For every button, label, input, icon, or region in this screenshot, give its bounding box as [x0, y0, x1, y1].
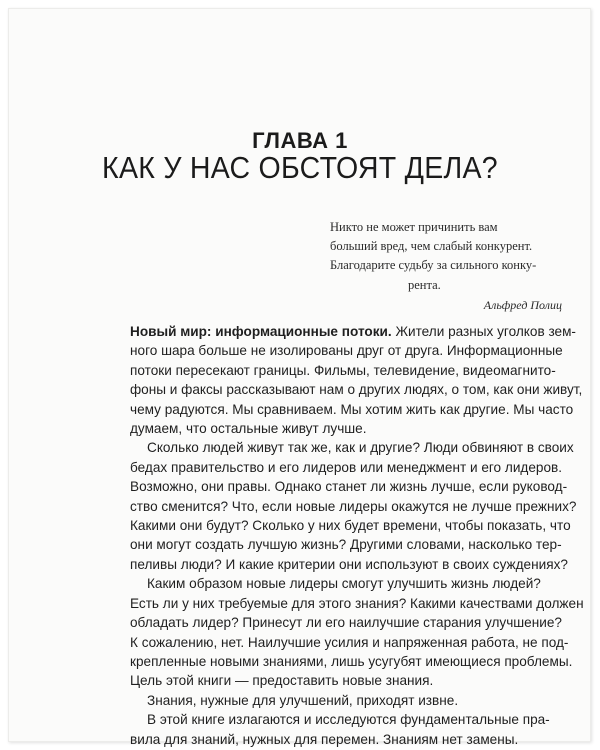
paragraph-line: К сожалению, нет. Наилучшие усилия и напряженная работа, не под- — [130, 634, 569, 650]
paragraph-line — [130, 322, 576, 341]
paragraph-line: фоны и факсы рассказывают нам о других людях, о том, как они живут, — [130, 382, 583, 398]
chapter-title: КАК У НАС ОБСТОЯТ ДЕЛА? — [102, 150, 498, 185]
epigraph-line: Благодарите судьбу за сильного конку- — [330, 258, 537, 273]
paragraph-text: Жители разных уголков зем- — [391, 324, 576, 339]
body-text — [130, 322, 584, 749]
paragraph-line: Сколько людей живут так же, как и другие? Люди обвиняют в своих — [147, 440, 574, 456]
chapter-number: ГЛАВА 1 — [252, 128, 348, 153]
paragraph-line: обладать лидер? Принесут ли его наилучшие старания улучшение? — [130, 615, 562, 631]
paragraph-line: Возможно, они правы. Однако станет ли жизнь лучше, если руковод- — [130, 479, 568, 495]
paragraph-line: пеливы люди? И какие критерии они используют в своих суждениях? — [130, 556, 568, 572]
paragraph-line: ство сменится? Что, если новые лидеры окажутся не лучше прежних? — [130, 498, 577, 514]
epigraph-line: Никто не может причинить вам — [330, 220, 498, 234]
paragraph-line: вила для знаний, нужных для перемен. Знаниям нет замены. — [130, 731, 519, 747]
paragraph-line: Какими они будут? Сколько у них будет времени, чтобы показать, что — [130, 518, 571, 534]
paragraph-line: чему радуются. Мы сравниваем. Мы хотим жить как другие. Мы часто — [130, 401, 574, 417]
paragraph-line: они могут создать лучшую жизнь? Другими словами, насколько тер- — [130, 537, 562, 553]
epigraph-line: рента. — [408, 277, 441, 292]
paragraph-line: В этой книге излагаются и исследуются фундаментальные пра- — [147, 712, 550, 728]
paragraph-line: ного шара больше не изолированы друг от друга. Информационные — [130, 343, 563, 359]
paragraph-line: Каким образом новые лидеры смогут улучшить жизнь людей? — [147, 576, 541, 592]
paragraph-line: Цель этой книги — предоставить новые знания. — [130, 673, 434, 689]
paragraph-line: думаем, что остальные живут лучше. — [130, 421, 367, 437]
epigraph-line: больший вред, чем слабый конкурент. — [330, 239, 533, 254]
epigraph-author: Альфред Полиц — [483, 297, 562, 312]
section-lead: Новый мир: информационные потоки. — [130, 324, 392, 339]
paragraph-line: Есть ли у них требуемые для этого знания? Какими качествами должен — [130, 595, 584, 611]
paragraph-line: крепленные новыми знаниями, лишь усугубят имеющиеся проблемы. — [130, 653, 573, 669]
paragraph-line: потоки пересекают границы. Фильмы, телевидение, видеомагнито- — [130, 362, 556, 378]
paragraph-line: бедах правительство и его лидеров или менеджмент и его лидеров. — [130, 459, 563, 475]
paragraph-line: Знания, нужные для улучшений, приходят извне. — [147, 692, 459, 708]
epigraph — [330, 218, 562, 315]
